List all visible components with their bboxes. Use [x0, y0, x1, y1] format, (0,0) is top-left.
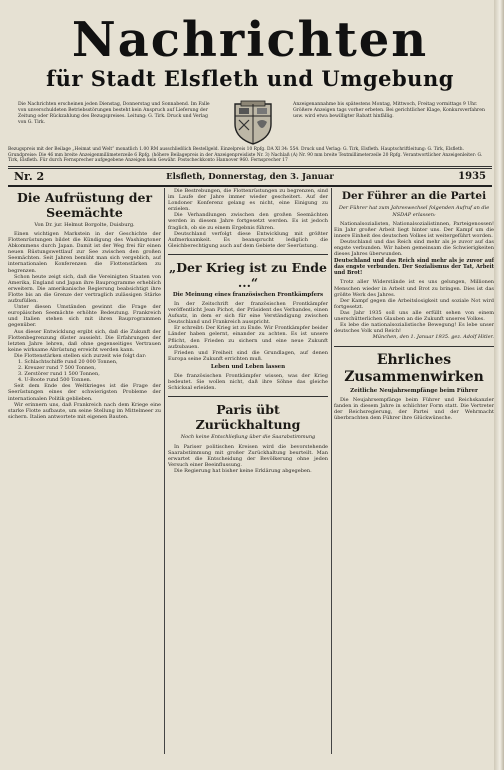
article-paragraph: In Pariser politischen Kreisen wird die bevorstehende Saarabstimmung mit großer Zurückhaltung beurteilt. Man erwartet die Entscheidung der Bevölkerung ohne jeden Versuch einer Beeinflussung.: [168, 443, 328, 468]
article-paragraph: Deutschland verfolgt diese Entwicklung mit größter Aufmerksamkeit. Es beansprucht lediglich die Gleichberechtigung auch auf dem Gebiete der Seerüstung.: [168, 230, 328, 249]
publication-info: Die Nachrichten erscheinen jeden Dienstag, Donnerstag und Sonnabend. Im Falle von unverschuldeten Betriebsstörungen besteht kein Anspruch auf Lieferung der Zeitung oder Rückzahlung des Bezugspreises. Leitung: G. Tirk. Druck und Verlag von G. Tirk.: [18, 102, 210, 125]
article-paragraph: Nationalsozialisten, Nationalsozialistinnen, Parteigenossen! Ein Jahr großer Arbeit liegt hinter uns. Der Kampf um die innere Einheit des deutschen Volkes ist weitergeführt worden.: [334, 221, 494, 240]
section-divider: [334, 346, 494, 347]
issue-number: Nr. 2: [14, 170, 45, 183]
article-paragraph: Schon heute zeigt sich, daß die Vereinigten Staaten von Amerika, England und Japan ihre Bauprogramme erheblich erweitern. Die amerikanische Regierung beabsichtigt ihre Flotte bis an die Grenze der vertraglich zulässigen Stärke aufzufüllen.: [8, 273, 161, 305]
section-divider: [168, 396, 328, 397]
article-body: [334, 279, 494, 334]
table-line: 1. Schlachtschiffe rund 20 000 Tonnen,: [18, 358, 118, 365]
article-body: [168, 188, 328, 249]
column-rule: [331, 188, 332, 754]
article-paragraph: Die Regierung hat bisher keine Erklärung abgegeben.: [174, 468, 312, 475]
article-paragraph: Das Jahr 1935 soll uns alle erfüllt sehen von einem unerschütterlichen Glauben an die Zukunft unseres Volkes.: [334, 309, 494, 323]
advertising-info: Anzeigenannahme bis spätestens Montag, Mittwoch, Freitag vormittags 9 Uhr. Größere Anzeigen tags vorher erbeten. Bei gerichtlicher Klage, Konkursverfahren usw. wird etwa bewilligter Rabatt hinfällig.: [293, 102, 485, 119]
article-body: [168, 373, 328, 391]
issue-date: Elsfleth, Donnerstag, den 3. Januar: [166, 172, 334, 182]
article-body: [334, 221, 494, 258]
article-paragraph: Einen wichtigen Markstein in der Geschichte der Flottenrüstungen bildet die Kündigung des Washingtoner Abkommens durch Japan. Damit ist der Weg frei für einen neuen Rüstungswettlauf zur See zwischen den großen Seemächten. Seit Jahren bemüht man sich vergeblich, auf internationalen Konferenzen die Flottenstärken zu begrenzen.: [8, 231, 161, 274]
article-subheadline: Noch keine Entschließung über die Saarabstimmung: [180, 434, 316, 441]
article-paragraph: Die Neujahrsempfänge beim Führer und Reichskanzler fanden in diesem Jahre in schlichter Form statt. Die Vertreter der Reichsregierung, der Partei und der Wehrmacht überbrachten dem Führer ihre Glückwünsche.: [334, 396, 494, 422]
section-subheading: Leben und Leben lassen: [210, 363, 286, 370]
article-paragraph: Der Kampf gegen die Arbeitslosigkeit und soziale Not wird fortgesetzt.: [334, 297, 494, 310]
article-paragraph: Die Flottenstärken stellen sich zurzeit wie folgt dar:: [14, 352, 147, 359]
article-body: [8, 231, 161, 420]
column-1: [8, 188, 161, 754]
issue-year: 1935: [458, 171, 486, 182]
article-paragraph: Es lebe die nationalsozialistische Bewegung! Es lebe unser deutsches Volk und Reich!: [334, 322, 494, 335]
table-line: 3. Zerstörer rund 1 500 Tonnen,: [18, 371, 100, 378]
article-paragraph: Die Bestrebungen, die Flottenrüstungen zu begrenzen, sind im Laufe der Jahre immer wieder gescheitert. Auf der Londoner Konferenz gelang es nicht, eine Einigung zu erzielen.: [168, 188, 328, 213]
newspaper-subtitle: für Stadt Elsfleth und Umgebung: [46, 66, 454, 91]
article-paragraph: Deutschland und das Reich sind mehr als je zuvor auf das engste verbunden. Wir haben gemeinsam die Schwierigkeiten dieses Jahres überwunden.: [334, 239, 494, 258]
article-paragraph: Die Verhandlungen zwischen den großen Seemächten werden in diesem Jahre fortgesetzt werden. Es ist jedoch fraglich, ob sie zu einem Ergebnis führen.: [168, 212, 328, 231]
article-paragraph: Seit dem Ende des Weltkrieges ist die Frage der Seerüstungen eines der schwierigsten Probleme der internationalen Politik geblieben.: [8, 383, 161, 402]
article-headline: Ehrliches Zusammenwirken: [344, 351, 484, 385]
article-subheadline: Die Meinung eines französischen Frontkämpfers: [172, 291, 324, 298]
article-emphasis: Deutschland und das Reich sind mehr als je zuvor auf das engste verbunden. Der Sozialismus der Tat, Arbeit und Brot!: [334, 257, 494, 277]
subscription-line: Bezugspreis mit der Beilage „Heimat und Welt“ monatlich 1.00 RM ausschließlich Bestellgeld. Einzelpreis 10 Rpfg. DA XI 34: 554. Druck und Verlag: G. Tirk, Elsfleth. Hauptschriftleitung: G. Tirk, Elsfleth. Grundpreise: Die 46 mm breite Anzeigenmillimeterzeile 6 Rpfg. (höhere Beilagepreis in der Anzeigenpreisliste Nr. 3) Nachlaß (A) Nr. 90 mm breite Textmillimeterzeile 20 Rpfg. Verantwortlicher Anzeigenleiter: G. Tirk, Elsfleth. Für durch Fernsprecher aufgegebene Anzeigen kein Gewähr. Postscheckkonto Hannover 960. Fernsprecher 17: [8, 147, 492, 167]
article-body: [168, 444, 328, 474]
binding-edge: [494, 0, 504, 770]
article-paragraph: Frieden und Freiheit sind die Grundlagen, auf denen Europa seine Zukunft errichten muß.: [168, 349, 328, 362]
newspaper-title: Nachrichten: [71, 12, 429, 68]
article-headline: Die Aufrüstung der Seemächte: [16, 190, 153, 220]
article-paragraph: Unter diesen Umständen gewinnt die Frage der europäischen Seemächte erhöhte Bedeutung. Frankreich und Italien stehen sich mit ihren Bauprogrammen gegenüber.: [8, 304, 161, 329]
article-subheadline: Zeitliche Neujahrsempfänge beim Führer: [350, 387, 478, 394]
article-paragraph: In der Zeitschrift der französischen Frontkämpfer veröffentlicht Jean Pichot, der Präsident des Verbandes, einen Aufsatz, in dem er sich für eine Verständigung zwischen Deutschland und Frankreich ausspricht.: [168, 300, 328, 326]
article-byline: Von Dr. jur. Helmut Borgolte, Duisburg.: [34, 222, 135, 228]
article-headline: Der Führer an die Partei: [341, 190, 487, 202]
article-paragraph: Die französischen Frontkämpfer wissen, was der Krieg bedeutet. Sie wollen nicht, daß ihre Söhne das gleiche Schicksal erleiden.: [168, 372, 328, 392]
article-paragraph: Aus dieser Entwicklung ergibt sich, daß die Zukunft der Flottenbegrenzung düster aussieht. Die Erfahrungen der letzten Jahre lehren, daß ohne gegenseitiges Vertrauen keine wirksame Abrüstung erreicht werden kann.: [8, 328, 161, 353]
article-paragraph: Wir erinnern uns, daß Frankreich nach dem Kriege eine starke Flotte aufbaute, um seine Stellung im Mittelmeer zu sichern. Italien antwortete mit eigenen Bauten.: [8, 401, 161, 420]
table-line: 4. U-Boote rund 500 Tonnen.: [18, 377, 92, 384]
article-headline: „Der Krieg ist zu Ende ...“: [169, 259, 327, 290]
column-2: [168, 188, 328, 754]
article-paragraph: Er schreibt: Der Krieg ist zu Ende. Wir Frontkämpfer beider Länder haben gelernt, einander zu achten. Es ist unsere Pflicht, den Frieden zu sichern und eine neue Zukunft aufzubauen.: [168, 325, 328, 350]
section-divider: [168, 254, 328, 255]
coat-of-arms-icon: [231, 100, 275, 146]
article-signature: München, den 1. Januar 1935. gez. Adolf Hitler.: [372, 334, 494, 341]
table-line: 2. Kreuzer rund 7 500 Tonnen,: [18, 365, 96, 372]
article-headline: Paris übt Zurückhaltung: [195, 402, 301, 433]
column-rule: [164, 188, 165, 754]
column-3: [334, 188, 494, 754]
article-body: [168, 301, 328, 362]
dateline: [8, 168, 492, 187]
article-paragraph: Trotz aller Widerstände ist es uns gelungen, Millionen Menschen wieder in Arbeit und Brot zu bringen. Dies ist das größte Werk des Jahres.: [334, 279, 494, 298]
article-body: [334, 397, 494, 421]
masthead: [8, 14, 492, 96]
info-bar: [18, 102, 488, 144]
article-intro: Der Führer hat zum Jahreswechsel folgenden Aufruf an die NSDAP erlassen:: [338, 205, 490, 218]
